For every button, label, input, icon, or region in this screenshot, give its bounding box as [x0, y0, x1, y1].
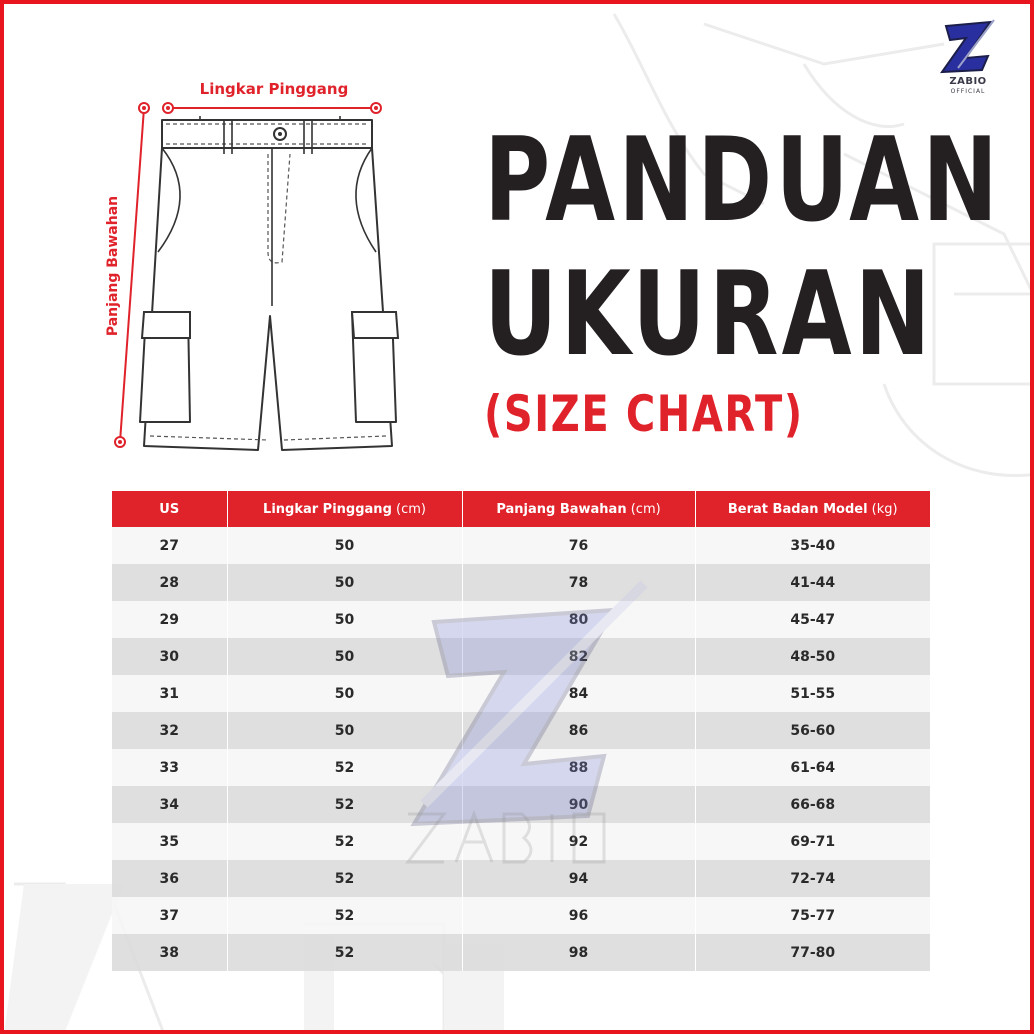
cell-length: 84 [462, 675, 695, 712]
cell-waist: 50 [227, 564, 462, 601]
cell-length: 88 [462, 749, 695, 786]
cell-weight: 66-68 [695, 786, 930, 823]
title-block [484, 113, 1002, 443]
cell-waist: 52 [227, 823, 462, 860]
size-table [112, 491, 930, 971]
title-line-2: UKURAN [484, 247, 934, 382]
cell-waist: 50 [227, 601, 462, 638]
cell-us: 38 [112, 934, 227, 971]
cell-weight: 45-47 [695, 601, 930, 638]
cell-length: 94 [462, 860, 695, 897]
table-row [112, 675, 930, 712]
title-subtitle: (SIZE CHART) [484, 385, 804, 443]
z-logo-icon [936, 18, 1000, 76]
cell-length: 96 [462, 897, 695, 934]
title-line-1: PANDUAN [484, 113, 1002, 248]
cell-us: 30 [112, 638, 227, 675]
table-body [112, 527, 930, 971]
cell-us: 31 [112, 675, 227, 712]
cell-weight: 51-55 [695, 675, 930, 712]
cell-waist: 50 [227, 638, 462, 675]
cell-length: 92 [462, 823, 695, 860]
table-row [112, 527, 930, 564]
table-row [112, 564, 930, 601]
cell-length: 78 [462, 564, 695, 601]
table-row [112, 786, 930, 823]
cell-weight: 56-60 [695, 712, 930, 749]
cell-us: 28 [112, 564, 227, 601]
cell-length: 82 [462, 638, 695, 675]
cell-weight: 61-64 [695, 749, 930, 786]
header-weight: Berat Badan Model (kg) [695, 491, 930, 527]
cell-waist: 50 [227, 712, 462, 749]
table-header-row [112, 491, 930, 527]
cell-weight: 48-50 [695, 638, 930, 675]
table-row [112, 934, 930, 971]
cell-waist: 50 [227, 675, 462, 712]
brand-tagline: OFFICIAL [950, 88, 986, 95]
header-waist: Lingkar Pinggang (cm) [227, 491, 462, 527]
cell-waist: 52 [227, 749, 462, 786]
brand-logo [936, 18, 1000, 98]
cell-us: 35 [112, 823, 227, 860]
table-row [112, 860, 930, 897]
cell-us: 36 [112, 860, 227, 897]
cell-waist: 52 [227, 934, 462, 971]
cell-us: 37 [112, 897, 227, 934]
table-row [112, 823, 930, 860]
cell-us: 29 [112, 601, 227, 638]
cell-waist: 52 [227, 860, 462, 897]
header-length: Panjang Bawahan (cm) [462, 491, 695, 527]
cell-length: 76 [462, 527, 695, 564]
cell-weight: 72-74 [695, 860, 930, 897]
table-row [112, 638, 930, 675]
cell-waist: 50 [227, 527, 462, 564]
length-label: Panjang Bawahan [105, 195, 121, 337]
cell-length: 80 [462, 601, 695, 638]
cell-us: 33 [112, 749, 227, 786]
table-row [112, 749, 930, 786]
cell-weight: 77-80 [695, 934, 930, 971]
cell-length: 86 [462, 712, 695, 749]
cell-weight: 69-71 [695, 823, 930, 860]
table-row [112, 601, 930, 638]
waist-label: Lingkar Pinggang [199, 80, 349, 98]
cell-length: 98 [462, 934, 695, 971]
cell-weight: 75-77 [695, 897, 930, 934]
size-table-container [112, 491, 930, 971]
cell-waist: 52 [227, 786, 462, 823]
table-row [112, 897, 930, 934]
table-row [112, 712, 930, 749]
header-us: US [112, 491, 227, 527]
shorts-diagram [100, 76, 400, 476]
cell-weight: 35-40 [695, 527, 930, 564]
cell-us: 34 [112, 786, 227, 823]
brand-name: ZABIO [949, 76, 987, 87]
cell-weight: 41-44 [695, 564, 930, 601]
cell-length: 90 [462, 786, 695, 823]
cell-waist: 52 [227, 897, 462, 934]
cell-us: 27 [112, 527, 227, 564]
cell-us: 32 [112, 712, 227, 749]
